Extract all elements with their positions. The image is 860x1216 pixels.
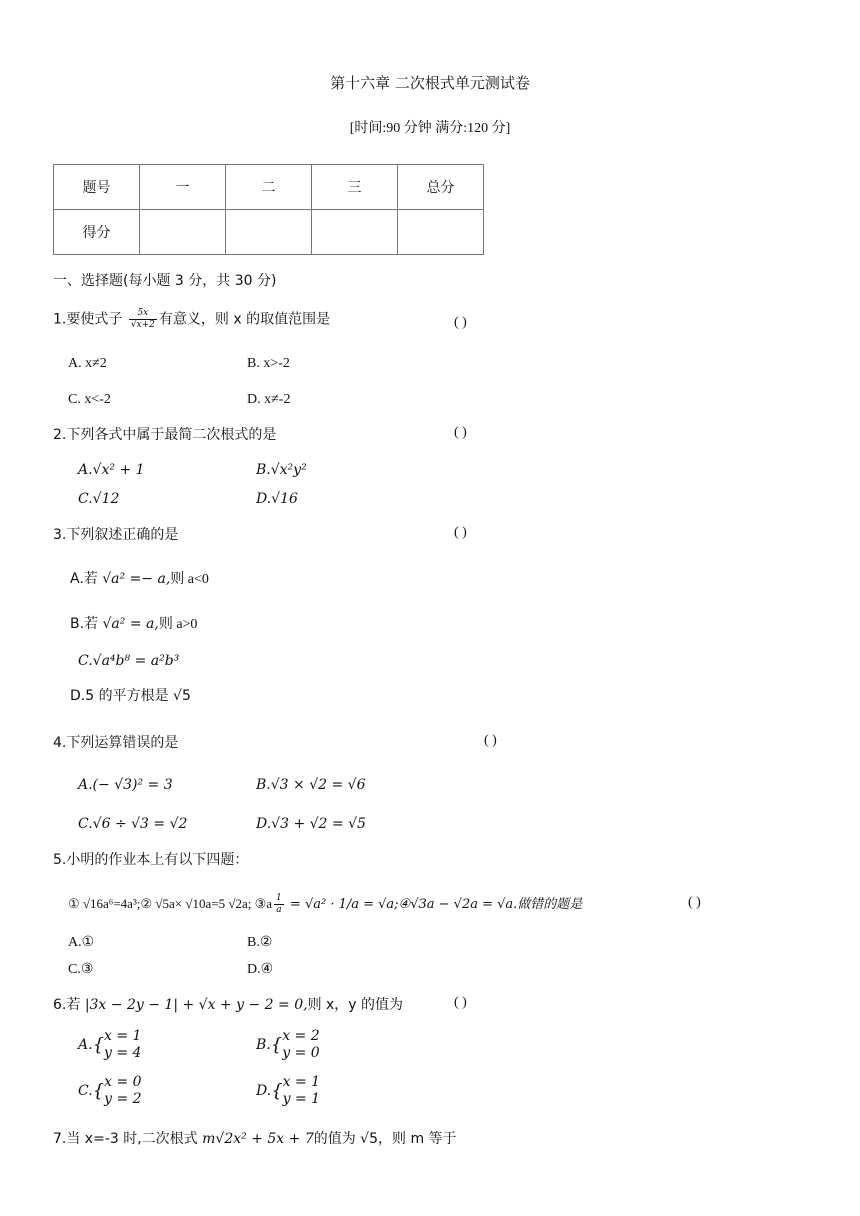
q6-math: |3x − 2y − 1| + √x + y − 2 = 0, xyxy=(84,997,308,1013)
q3-b-math: √a² = a, xyxy=(102,616,159,632)
q6-b-label: B. xyxy=(256,1037,271,1053)
q3-option-a xyxy=(70,568,209,588)
q6-option-d: D.{ x = 1 y = 1 xyxy=(256,1074,321,1107)
q6-pre: 6.若 xyxy=(53,997,85,1013)
table-row xyxy=(54,210,484,255)
q6-b-line2: y = 0 xyxy=(282,1045,320,1061)
q5-part-a: ① √16a⁶=4a³;② √5a× √10a=5 √2a; ③a xyxy=(68,896,273,911)
q1-option-b: B. x>-2 xyxy=(247,356,290,371)
table-cell: 三 xyxy=(312,165,398,210)
question-2: 2.下列各式中属于最简二次根式的是 xyxy=(53,427,277,443)
q5-frac-num: 1 xyxy=(276,893,282,903)
page-title: 第十六章 二次根式单元测试卷 xyxy=(330,74,530,92)
q4-option-d: D.√3 + √2 = √5 xyxy=(256,816,366,832)
q7-pre: 7.当 x=-3 时,二次根式 xyxy=(53,1131,203,1147)
q3-a-pre: A.若 xyxy=(70,571,103,587)
table-cell xyxy=(398,210,484,255)
table-cell xyxy=(312,210,398,255)
q4-option-b: B.√3 × √2 = √6 xyxy=(256,777,366,793)
q3-a-math: √a² =− a, xyxy=(102,571,171,587)
q6-option-b: B.{ x = 2 y = 0 xyxy=(256,1028,320,1061)
q2-option-d: D.√16 xyxy=(256,491,298,507)
table-cell: 一 xyxy=(140,165,226,210)
q1-option-c: C. x<-2 xyxy=(68,392,111,407)
q5-part-b: = xyxy=(285,897,305,912)
q1-frac-den: √x+2 xyxy=(130,320,155,330)
question-7 xyxy=(53,1128,457,1148)
q3-b-pre: B.若 xyxy=(70,616,103,632)
table-cell xyxy=(226,210,312,255)
q5-part-c: √a² · 1/a = xyxy=(304,897,379,912)
q7-mid: 的值为 √5，则 m 等于 xyxy=(313,1131,457,1147)
q3-b-post: 则 a>0 xyxy=(158,617,198,632)
q3-option-c: C.√a⁴b⁸ = a²b³ xyxy=(78,653,180,669)
q6-d-line2: y = 1 xyxy=(282,1091,321,1107)
q6-post: 则 x，y 的值为 xyxy=(307,997,404,1013)
q6-d-label: D. xyxy=(256,1083,272,1099)
q2-answer-paren: ( ) xyxy=(454,425,467,440)
q1-prefix: 1.要使式子 xyxy=(53,311,127,328)
question-6 xyxy=(53,994,403,1014)
q5-frac-den: a xyxy=(276,905,282,915)
q1-frac-num: 5x xyxy=(129,308,157,320)
q5-option-c: C.③ xyxy=(68,962,94,977)
q4-answer-paren: ( ) xyxy=(484,733,497,748)
table-cell: 二 xyxy=(226,165,312,210)
q4-option-c: C.√6 ÷ √3 = √2 xyxy=(78,816,188,832)
q1-option-a: A. x≠2 xyxy=(68,356,107,371)
q6-b-line1: x = 2 xyxy=(282,1028,320,1044)
q6-c-line1: x = 0 xyxy=(104,1074,142,1090)
q5-option-b: B.② xyxy=(247,935,273,950)
q1-option-d: D. x≠-2 xyxy=(247,392,291,407)
table-cell xyxy=(140,210,226,255)
q2-option-a: A.√x² + 1 xyxy=(78,462,145,478)
q5-part-d: √a;④√3a − √2a = √a.做错的题是 xyxy=(378,897,583,912)
q6-c-label: C. xyxy=(78,1083,93,1099)
table-cell: 总分 xyxy=(398,165,484,210)
table-cell: 得分 xyxy=(54,210,140,255)
score-table xyxy=(53,164,484,255)
q6-option-a: A.{ x = 1 y = 4 xyxy=(78,1028,142,1061)
q2-option-c: C.√12 xyxy=(78,491,120,507)
q5-option-d: D.④ xyxy=(247,962,274,977)
q6-answer-paren: ( ) xyxy=(454,995,467,1010)
q5-answer-paren: ( ) xyxy=(688,895,701,910)
q5-option-a: A.① xyxy=(68,935,95,950)
question-4: 4.下列运算错误的是 xyxy=(53,735,179,751)
q6-a-line1: x = 1 xyxy=(104,1028,142,1044)
q3-option-d: D.5 的平方根是 √5 xyxy=(70,688,191,704)
question-5: 5.小明的作业本上有以下四题： xyxy=(53,852,249,868)
q1-answer-paren: ( ) xyxy=(454,315,467,330)
table-cell: 题号 xyxy=(54,165,140,210)
q6-d-line1: x = 1 xyxy=(282,1074,321,1090)
q1-fraction xyxy=(129,308,157,331)
q6-option-c: C.{ x = 0 y = 2 xyxy=(78,1074,142,1107)
q1-suffix: 有意义，则 x 的取值范围是 xyxy=(158,311,331,328)
q3-a-post: 则 a<0 xyxy=(170,572,209,587)
q6-c-line2: y = 2 xyxy=(104,1091,142,1107)
q6-a-label: A. xyxy=(78,1037,93,1053)
q4-option-a: A.(− √3)² = 3 xyxy=(78,777,173,793)
q6-a-line2: y = 4 xyxy=(104,1045,142,1061)
table-row xyxy=(54,165,484,210)
q7-math: m√2x² + 5x + 7 xyxy=(202,1131,314,1147)
q3-option-b xyxy=(70,613,197,633)
question-1 xyxy=(53,308,330,331)
page-subtitle: [时间:90 分钟 满分:120 分] xyxy=(349,121,511,136)
q2-option-b: B.√x²y² xyxy=(256,462,307,478)
question-3: 3.下列叙述正确的是 xyxy=(53,527,179,543)
q3-answer-paren: ( ) xyxy=(454,525,467,540)
section-heading: 一、选择题(每小题 3 分，共 30 分) xyxy=(53,273,277,289)
q5-fraction xyxy=(274,893,284,916)
q5-statements xyxy=(68,893,582,916)
